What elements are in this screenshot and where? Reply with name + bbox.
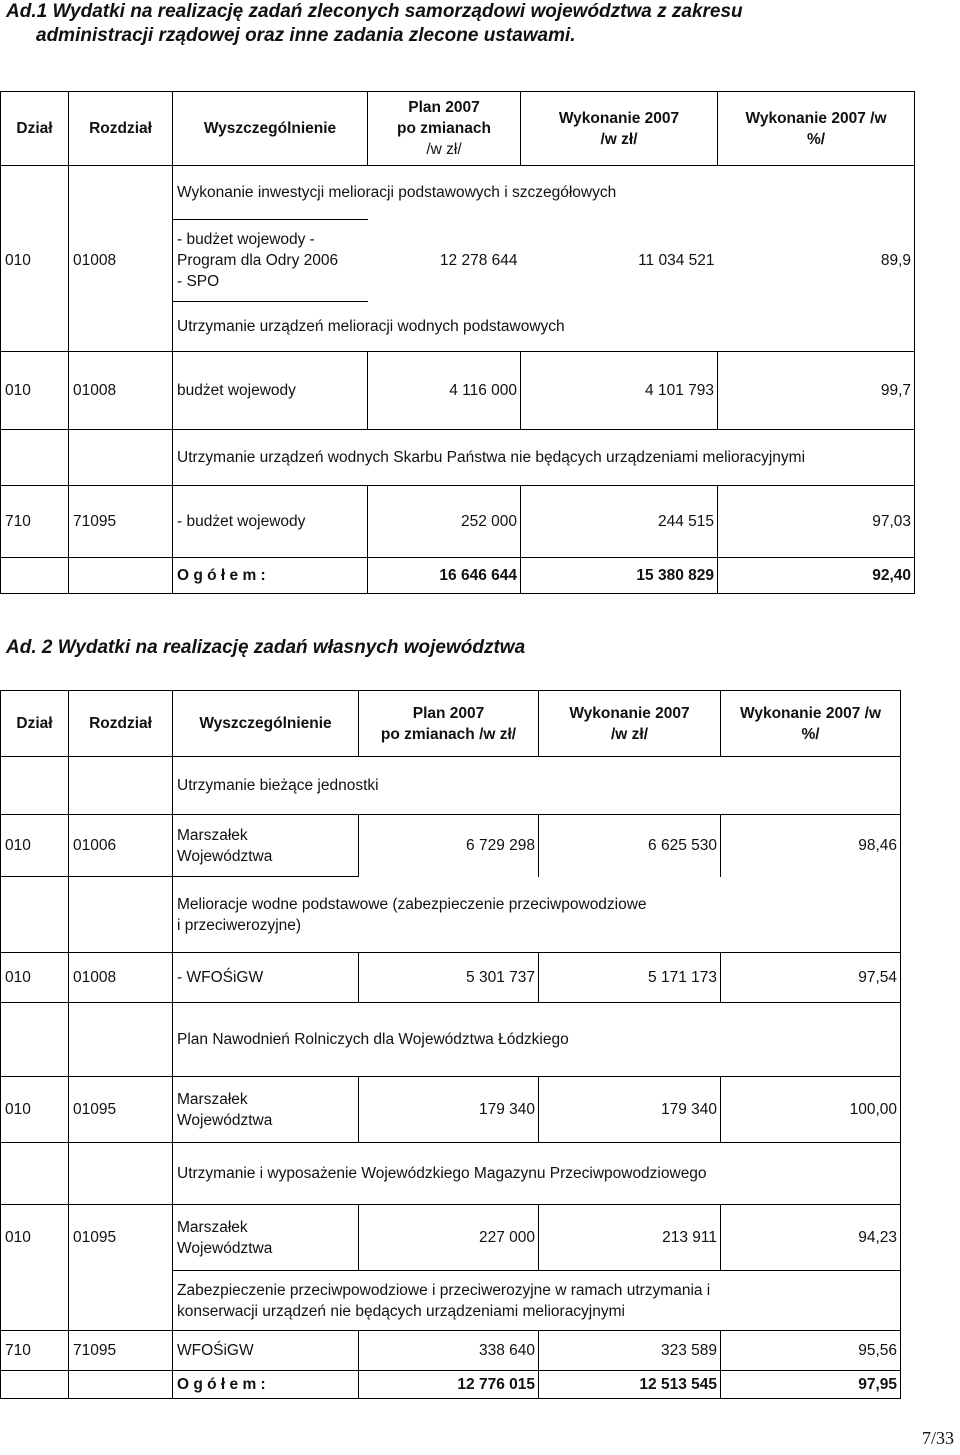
total-label: O g ó ł e m : xyxy=(173,558,368,594)
cell-wykonanie: 323 589 xyxy=(539,1331,721,1371)
total-plan: 16 646 644 xyxy=(368,558,521,594)
group-title: Melioracje wodne podstawowe (zabezpieczenie przeciwpowodziowe i przeciwerozyjne) xyxy=(173,877,901,953)
section1-group2-title-row xyxy=(1,302,915,352)
section2-group4-row xyxy=(1,1205,901,1271)
cell-wykonanie: 213 911 xyxy=(539,1205,721,1271)
cell-rozdzial: 01006 xyxy=(69,815,173,877)
cell-plan: 6 729 298 xyxy=(359,815,539,877)
group-title: Wykonanie inwestycji melioracji podstawowych i szczegółowych xyxy=(173,166,915,220)
total-label: O g ó ł e m : xyxy=(173,1371,359,1399)
section2-group5-title-row xyxy=(1,1271,901,1331)
cell-desc: - budżet wojewody - Program dla Odry 2006 - SPO xyxy=(173,220,368,302)
section2-group5-row xyxy=(1,1331,901,1371)
total-pct: 92,40 xyxy=(718,558,915,594)
total-wykonanie: 15 380 829 xyxy=(521,558,718,594)
cell-plan: 252 000 xyxy=(368,486,521,558)
cell-desc: Marszałek Województwa xyxy=(173,1205,359,1271)
cell-plan: 227 000 xyxy=(359,1205,539,1271)
cell-pct: 89,9 xyxy=(718,220,915,302)
cell-desc: WFOŚiGW xyxy=(173,1331,359,1371)
cell-desc: Marszałek Województwa xyxy=(173,815,359,877)
cell-rozdzial: 01008 xyxy=(69,953,173,1003)
cell-wykonanie: 179 340 xyxy=(539,1077,721,1143)
group-title: Utrzymanie urządzeń wodnych Skarbu Państwa nie będących urządzeniami melioracyjnymi xyxy=(173,430,915,486)
cell-desc: - budżet wojewody xyxy=(173,486,368,558)
cell-pct: 98,46 xyxy=(721,815,901,877)
cell-dzial: 010 xyxy=(1,815,69,877)
section1-total-row xyxy=(1,558,915,594)
header-wykonanie-pct: Wykonanie 2007 /w %/ xyxy=(721,691,901,757)
total-wykonanie: 12 513 545 xyxy=(539,1371,721,1399)
page-number: 7/33 xyxy=(921,1428,954,1448)
section1-group1-title-row xyxy=(1,166,915,220)
cell-plan: 338 640 xyxy=(359,1331,539,1371)
section2-group3-title-row xyxy=(1,1003,901,1077)
header-dzial: Dział xyxy=(1,691,69,757)
cell-desc: - WFOŚiGW xyxy=(173,953,359,1003)
cell-dzial: 010 xyxy=(1,1205,69,1271)
section2-group3-row xyxy=(1,1077,901,1143)
cell-pct: 94,23 xyxy=(721,1205,901,1271)
header-wyszczegolnienie: Wyszczególnienie xyxy=(173,92,368,166)
group-title: Plan Nawodnień Rolniczych dla Województwa Łódzkiego xyxy=(173,1003,901,1077)
section2-title: Ad. 2 Wydatki na realizację zadań własnych województwa xyxy=(6,637,526,658)
cell-plan: 5 301 737 xyxy=(359,953,539,1003)
cell-dzial: 010 xyxy=(1,352,69,430)
section2-group1-title-row xyxy=(1,757,901,815)
section1-title-line2: administracji rządowej oraz inne zadania zlecone ustawami. xyxy=(36,25,576,46)
section1-title xyxy=(6,0,743,48)
cell-wykonanie: 244 515 xyxy=(521,486,718,558)
group-title: Zabezpieczenie przeciwpowodziowe i przeciwerozyjne w ramach utrzymania i konserwacji urządzeń nie będących urządzeniami melioracyjnymi xyxy=(173,1271,901,1331)
cell-pct: 95,56 xyxy=(721,1331,901,1371)
header-wykonanie: Wykonanie 2007 /w zł/ xyxy=(539,691,721,757)
cell-wykonanie: 6 625 530 xyxy=(539,815,721,877)
total-plan: 12 776 015 xyxy=(359,1371,539,1399)
cell-rozdzial: 01095 xyxy=(69,1077,173,1143)
header-plan: Plan 2007 po zmianach /w zł/ xyxy=(359,691,539,757)
header-wykonanie-pct: Wykonanie 2007 /w %/ xyxy=(718,92,915,166)
section2-group2-row xyxy=(1,953,901,1003)
section1-group3-row xyxy=(1,486,915,558)
section1-table xyxy=(0,91,915,594)
cell-wykonanie: 11 034 521 xyxy=(638,252,715,269)
cell-pct: 100,00 xyxy=(721,1077,901,1143)
section1-header-row xyxy=(1,92,915,166)
header-wykonanie: Wykonanie 2007 /w zł/ xyxy=(521,92,718,166)
header-wyszczegolnienie: Wyszczególnienie xyxy=(173,691,359,757)
cell-rozdzial: 01008 xyxy=(69,220,173,302)
group-title: Utrzymanie bieżące jednostki xyxy=(173,757,901,815)
cell-pct: 99,7 xyxy=(718,352,915,430)
cell-dzial: 710 xyxy=(1,1331,69,1371)
section2-group2-title-row xyxy=(1,877,901,953)
group-title: Utrzymanie urządzeń melioracji wodnych podstawowych xyxy=(173,302,915,352)
cell-dzial: 010 xyxy=(1,1077,69,1143)
section1-group2-row xyxy=(1,352,915,430)
header-plan: Plan 2007 po zmianach /w zł/ xyxy=(368,92,521,166)
section2-group4-title-row xyxy=(1,1143,901,1205)
cell-plan: 12 278 644 xyxy=(439,252,518,269)
section2-group1-row xyxy=(1,815,901,877)
cell-rozdzial: 71095 xyxy=(69,1331,173,1371)
section1-group1-row xyxy=(1,220,915,302)
cell-wykonanie: 5 171 173 xyxy=(539,953,721,1003)
group-title: Utrzymanie i wyposażenie Wojewódzkiego Magazynu Przeciwpowodziowego xyxy=(173,1143,901,1205)
cell-dzial: 010 xyxy=(1,220,69,302)
cell-rozdzial: 71095 xyxy=(69,486,173,558)
cell-desc: budżet wojewody xyxy=(173,352,368,430)
cell-plan: 4 116 000 xyxy=(368,352,521,430)
section1-group3-title-row xyxy=(1,430,915,486)
total-pct: 97,95 xyxy=(721,1371,901,1399)
cell-pct: 97,54 xyxy=(721,953,901,1003)
cell-dzial: 010 xyxy=(1,953,69,1003)
header-dzial: Dział xyxy=(1,92,69,166)
cell-plan: 179 340 xyxy=(359,1077,539,1143)
header-rozdzial: Rozdział xyxy=(69,691,173,757)
section1-title-line1: Ad.1 Wydatki na realizację zadań zleconych samorządowi województwa z zakresu xyxy=(6,1,743,22)
cell-wykonanie: 4 101 793 xyxy=(521,352,718,430)
cell-dzial: 710 xyxy=(1,486,69,558)
section2-header-row xyxy=(1,691,901,757)
cell-rozdzial: 01095 xyxy=(69,1205,173,1271)
header-rozdzial: Rozdział xyxy=(69,92,173,166)
cell-desc: Marszałek Województwa xyxy=(173,1077,359,1143)
cell-pct: 97,03 xyxy=(718,486,915,558)
cell-rozdzial: 01008 xyxy=(69,352,173,430)
section2-total-row xyxy=(1,1371,901,1399)
section2-table xyxy=(0,690,901,1399)
